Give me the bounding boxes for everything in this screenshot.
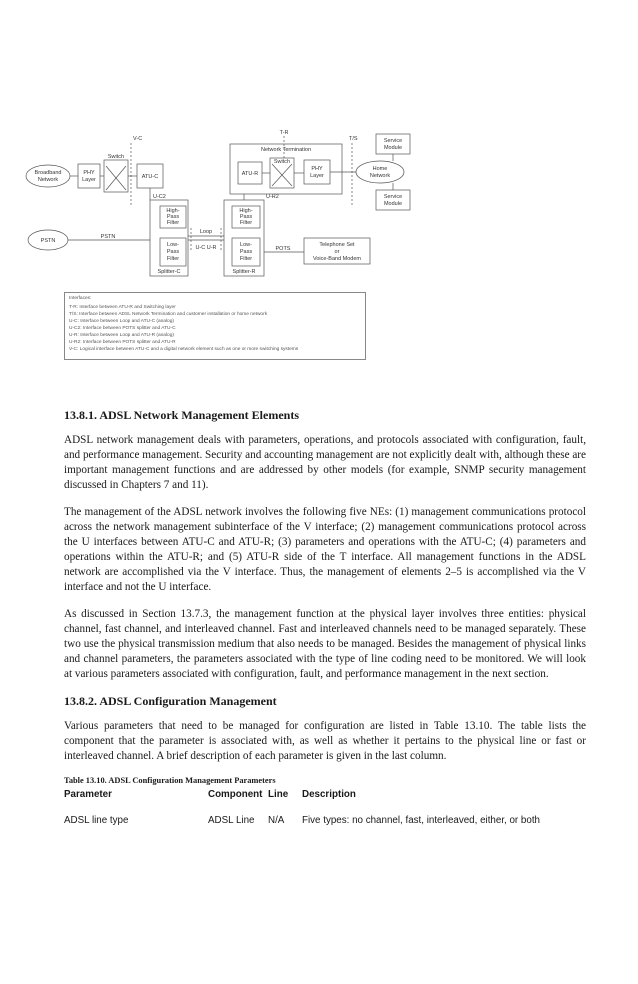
svg-text:Voice-Band Modem: Voice-Band Modem <box>313 256 361 262</box>
legend-line: U-R: Interface between Loop and ATU-R (analog) <box>69 333 174 338</box>
svg-text:PSTN: PSTN <box>40 238 56 244</box>
network-termination <box>230 144 342 194</box>
service-module-bottom <box>376 190 410 210</box>
svg-text:or: or <box>334 249 340 255</box>
legend-line: T/S: Interface between ADSL Network Termination and customer installation or home network <box>69 312 268 317</box>
pots-label: POTS <box>275 246 291 252</box>
legend-line: T-R: Interface between ATU-R and Switching layer <box>69 305 176 310</box>
t-r-label: T-R <box>279 130 289 136</box>
svg-text:Pass: Pass <box>239 249 253 255</box>
paragraph: As discussed in Section 13.7.3, the management function at the physical layer involves three entities: physical channel, fast channel, and interleaved channel. Fast and interleaved channels need to be managed separately. These two use the physical transmission medium that also needs to be managed. Besides the management of physical links and channel parameters, the parameters associated with the type of line coding need to be monitored. We will look at various parameters associated with configuration, fault, and performance management in the next section. <box>64 608 586 680</box>
splitter-c <box>150 200 188 276</box>
splitter-r <box>224 200 264 276</box>
svg-text:Filter: Filter <box>239 220 253 226</box>
service-module-top <box>376 134 410 154</box>
home-network-cloud <box>356 161 404 183</box>
header-line: Line <box>268 789 289 800</box>
svg-text:Home: Home <box>372 166 388 172</box>
svg-text:Layer: Layer <box>82 177 96 183</box>
cell-description: Five types: no channel, fast, interleaved, either, or both <box>302 815 540 826</box>
broadband-network-cloud <box>26 165 70 187</box>
interface-legend <box>64 292 366 360</box>
svg-text:ATU-R: ATU-R <box>241 171 259 177</box>
svg-text:Switch: Switch <box>107 154 125 160</box>
atu-c <box>137 164 163 188</box>
cell-parameter: ADSL line type <box>64 815 129 826</box>
loop-label: Loop <box>199 229 213 235</box>
svg-text:High-: High- <box>239 208 253 214</box>
svg-text:ATU-C: ATU-C <box>141 174 159 180</box>
svg-text:Network Termination: Network Termination <box>260 147 312 153</box>
svg-text:Switch: Switch <box>273 159 291 165</box>
page-content <box>64 408 586 826</box>
switch-left <box>104 154 128 192</box>
phy-layer-left <box>78 164 100 188</box>
splitter-c-label: Splitter-C <box>157 269 181 275</box>
svg-text:Filter: Filter <box>166 220 180 226</box>
legend-line: U-C: Interface between Loop and ATU-C (analog) <box>69 319 174 324</box>
svg-text:Filter: Filter <box>166 256 180 262</box>
splitter-r-label: Splitter-R <box>232 269 256 275</box>
pstn-cloud <box>28 230 68 250</box>
paragraph: Various parameters that need to be managed for configuration are listed in Table 13.10. The table lists the component that the parameter is associated with, as well as whether it pertains to the physical line or fast or interleaved channel. A brief description of each parameter is given in the last column. <box>64 720 586 762</box>
u-c2-label: U-C2 <box>153 194 166 200</box>
legend-line: V-C: Logical interface between ATU-C and a digital network element such as one or more switching systems <box>69 347 299 352</box>
pstn-line-label: PSTN <box>100 234 116 240</box>
svg-text:Pass: Pass <box>239 214 253 220</box>
legend-line: U-C2: Interface between POTS splitter and ATU-C <box>69 326 176 331</box>
svg-text:Pass: Pass <box>166 214 180 220</box>
legend-line: Interfaces: <box>69 296 92 301</box>
svg-text:Low-: Low- <box>240 242 252 248</box>
table-row <box>64 815 586 826</box>
cell-component: ADSL Line <box>208 815 255 826</box>
table-header-row <box>64 789 586 815</box>
u-c-u-r-label: U-C U-R <box>195 245 217 251</box>
paragraph: The management of the ADSL network involves the following five NEs: (1) management communications protocol across the network management subinterface of the V interface; (2) management communications protocol across the U interfaces between ATU-C and ATU-R; (3) parameters and operations with the ATU-C; (4) parameters and operations within the ATU-R; and (5) ATU-R side of the T interface. All management functions in the ADSL network are accomplished via the V interface. Thus, the management of elements 2–5 is accomplished via the V interface and not the U interface. <box>64 506 586 593</box>
legend-line: U-R2: Interface between POTS splitter and ATU-R <box>69 340 176 345</box>
t-s-label: T/S <box>349 136 358 142</box>
svg-text:Service: Service <box>383 194 403 200</box>
svg-text:Low-: Low- <box>167 242 179 248</box>
svg-text:Pass: Pass <box>166 249 180 255</box>
svg-text:Service: Service <box>383 138 403 144</box>
header-component: Component <box>208 789 263 800</box>
svg-text:PHY: PHY <box>311 166 323 172</box>
header-description: Description <box>302 789 356 800</box>
broadband-network-label-1: Broadband <box>34 170 62 176</box>
svg-text:Telephone Set: Telephone Set <box>319 242 355 248</box>
config-parameters-table <box>64 789 586 826</box>
section-heading-network-elements: 13.8.1. ADSL Network Management Elements <box>64 408 299 422</box>
section-heading-configuration: 13.8.2. ADSL Configuration Management <box>64 694 277 708</box>
v-c-label: V-C <box>133 136 143 142</box>
header-parameter: Parameter <box>64 789 112 800</box>
svg-text:Layer: Layer <box>310 173 324 179</box>
svg-text:Filter: Filter <box>239 256 253 262</box>
table-caption: Table 13.10. ADSL Configuration Management Parameters <box>64 776 276 785</box>
svg-text:PHY: PHY <box>83 170 95 176</box>
cell-line: N/A <box>268 815 285 826</box>
svg-text:Module: Module <box>383 201 403 207</box>
paragraph: ADSL network management deals with parameters, operations, and protocols associated with configuration, fault, and performance management. Security and accounting management are not explicitly dealt with, although these are important management functions and are addressed by other models (for example, SNMP security management discussed in Chapters 7 and 11). <box>64 434 586 491</box>
svg-text:Module: Module <box>383 145 403 151</box>
telephone-set <box>304 238 370 264</box>
svg-text:High-: High- <box>166 208 180 214</box>
broadband-network-label-2: Network <box>37 177 59 183</box>
svg-text:Network: Network <box>369 173 391 179</box>
u-r2-label: U-R2 <box>266 194 279 200</box>
